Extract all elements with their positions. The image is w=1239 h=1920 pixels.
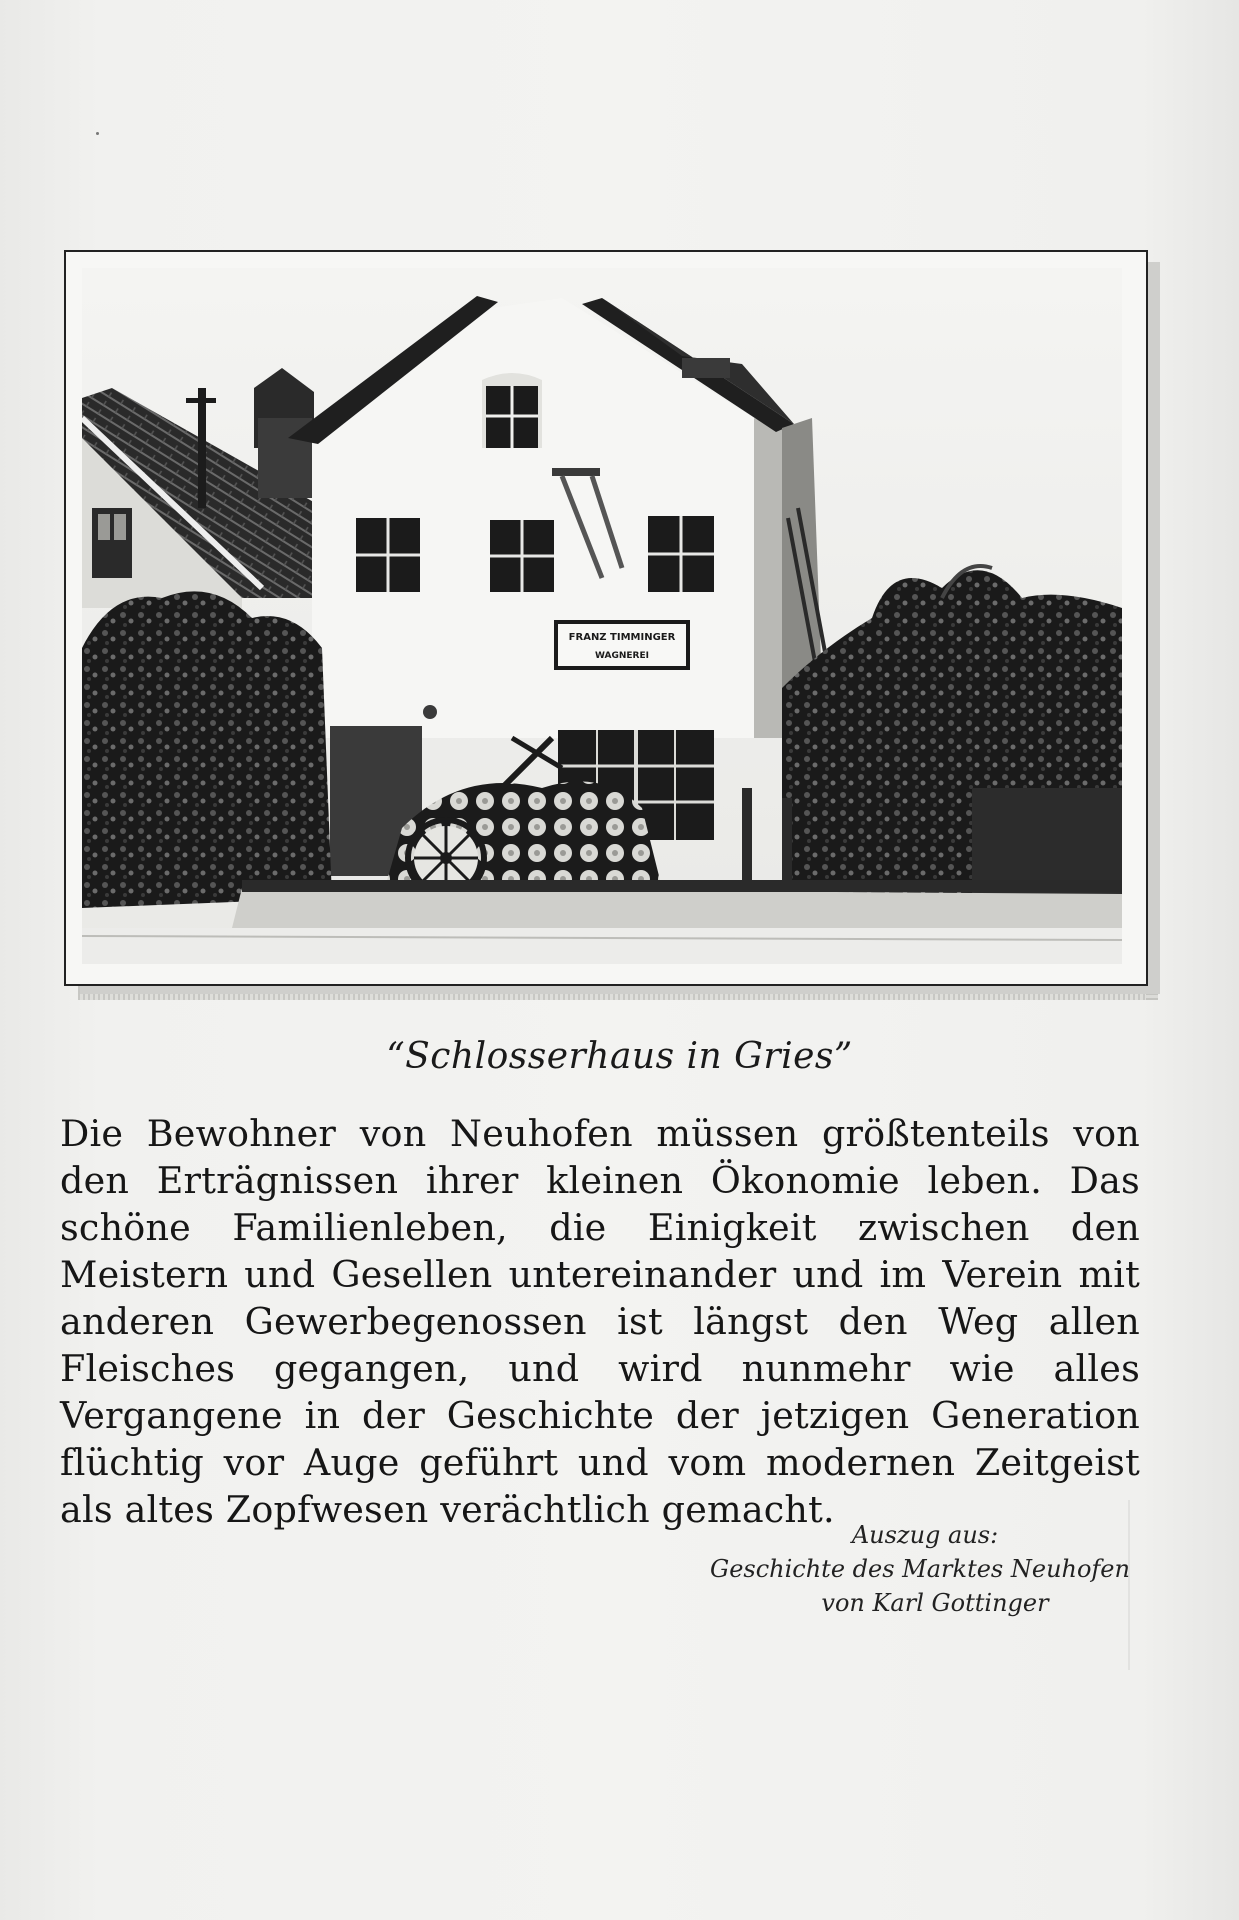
speck-mark <box>96 132 99 135</box>
source-line-intro: Auszug aus: <box>851 1521 999 1549</box>
photo-caption: “Schlosserhaus in Gries” <box>386 1036 853 1077</box>
body-paragraph: Die Bewohner von Neuhofen müssen größtenteils von den Erträgnissen ihrer kleinen Ökonomie leben. Das schöne Familienleben, die Einigkeit zwischen den Meistern und Gesellen untereinander und im Verein mit anderen Gewerbegenossen ist längst den Weg allen Fleisches gegangen, und wird nunmehr wie alles Vergangene in der Geschichte der jetzigen Generation flüchtig vor Auge geführt und vom modernen Zeitgeist als altes Zopfwesen verächtlich gemacht. <box>60 1112 1140 1531</box>
house-photo <box>82 268 1122 964</box>
source-citation <box>690 1518 1150 1620</box>
sign-line-2: WAGNEREI <box>595 651 649 661</box>
sign-line-1: FRANZ TIMMINGER <box>568 632 676 643</box>
house-photo-drawing <box>82 268 1122 964</box>
source-line-title: Geschichte des Marktes Neuhofen <box>710 1555 1130 1583</box>
source-line-author: von Karl Gottinger <box>821 1589 1049 1617</box>
